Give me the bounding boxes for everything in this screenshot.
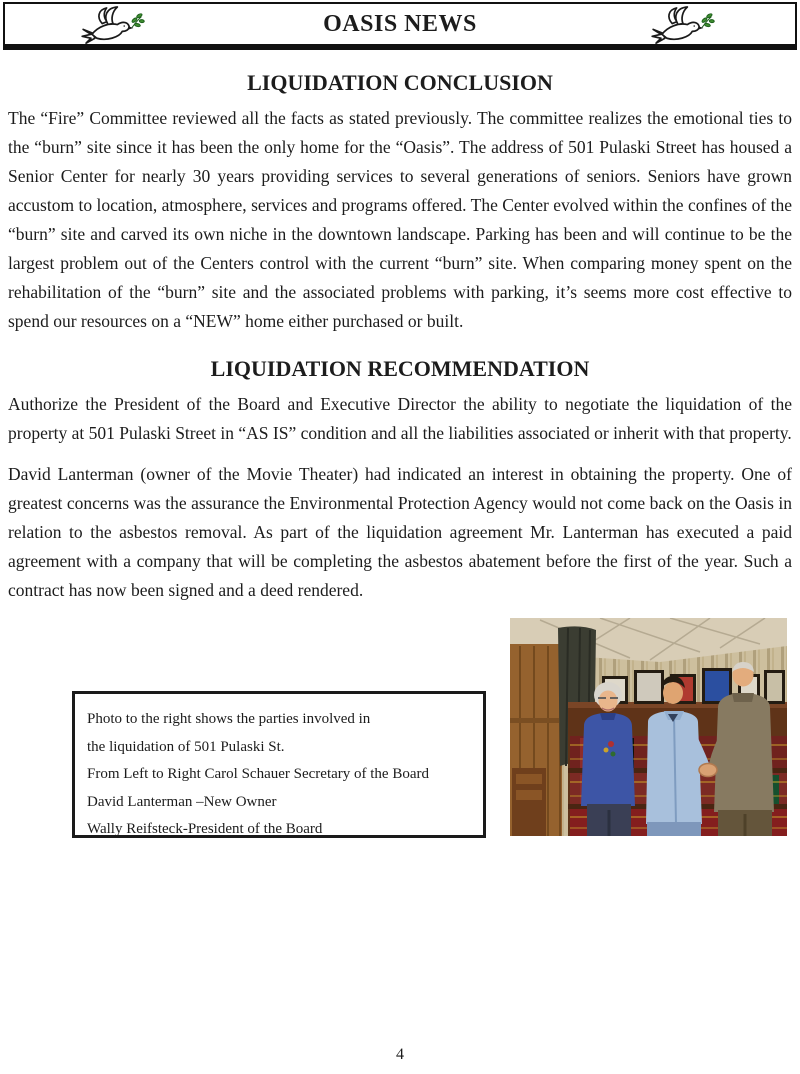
photo-caption-box — [72, 691, 486, 838]
section-heading-recommendation: LIQUIDATION RECOMMENDATION — [210, 356, 590, 381]
dove-olive-branch-icon — [647, 5, 717, 49]
newsletter-title: OASIS NEWS — [323, 10, 477, 37]
paragraph-recommendation-2: David Lanterman (owner of the Movie Theater) had indicated an interest in obtaining the property. One of greatest concerns was the assurance the Environmental Protection Agency would not come back on the Oasis in relation to the asbestos removal. As part of the liquidation agreement Mr. Lanterman has executed a paid agreement with a company that will be completing the asbestos abatement before the first of the year. Such a contract has now been signed and a deed rendered. — [8, 464, 792, 600]
paragraph-conclusion: The “Fire” Committee reviewed all the facts as stated previously. The committee realizes the emotional ties to the “burn” site since it has been the only home for the “Oasis”. The address of 501 Pulaski Street has housed a Senior Center for nearly 30 years providing services to several generations of seniors. Seniors have grown accustom to location, atmosphere, services and programs offered. The Center evolved within the confines of the “burn” site and carved its own niche in the downtown landscape. Parking has been and will continue to be the largest problem out of the Centers control with the current “burn” site. When comparing money spent on the rehabilitation of the “burn” site and the associated problems with parking, it’s seems more cost effective to spend our resources on a “NEW” home either purchased or built. — [8, 108, 792, 331]
page-number: 4 — [396, 1046, 404, 1063]
caption-line: Wally Reifsteck-President of the Board — [87, 821, 323, 837]
section-heading-conclusion: LIQUIDATION CONCLUSION — [247, 70, 553, 95]
caption-line: David Lanterman –New Owner — [87, 793, 277, 810]
newsletter-header — [3, 2, 797, 50]
caption-line: Photo to the right shows the parties involved in — [87, 711, 371, 727]
caption-line: the liquidation of 501 Pulaski St. — [87, 738, 285, 755]
board-photo — [510, 618, 787, 836]
dove-olive-branch-icon — [77, 5, 147, 49]
paragraph-recommendation-1: Authorize the President of the Board and Executive Director the ability to negotiate the liquidation of the property at 501 Pulaski Street in “AS IS” condition and all the liabilities associated or inherit with that property. — [8, 394, 792, 443]
caption-line: From Left to Right Carol Schauer Secretary of the Board — [87, 766, 429, 782]
